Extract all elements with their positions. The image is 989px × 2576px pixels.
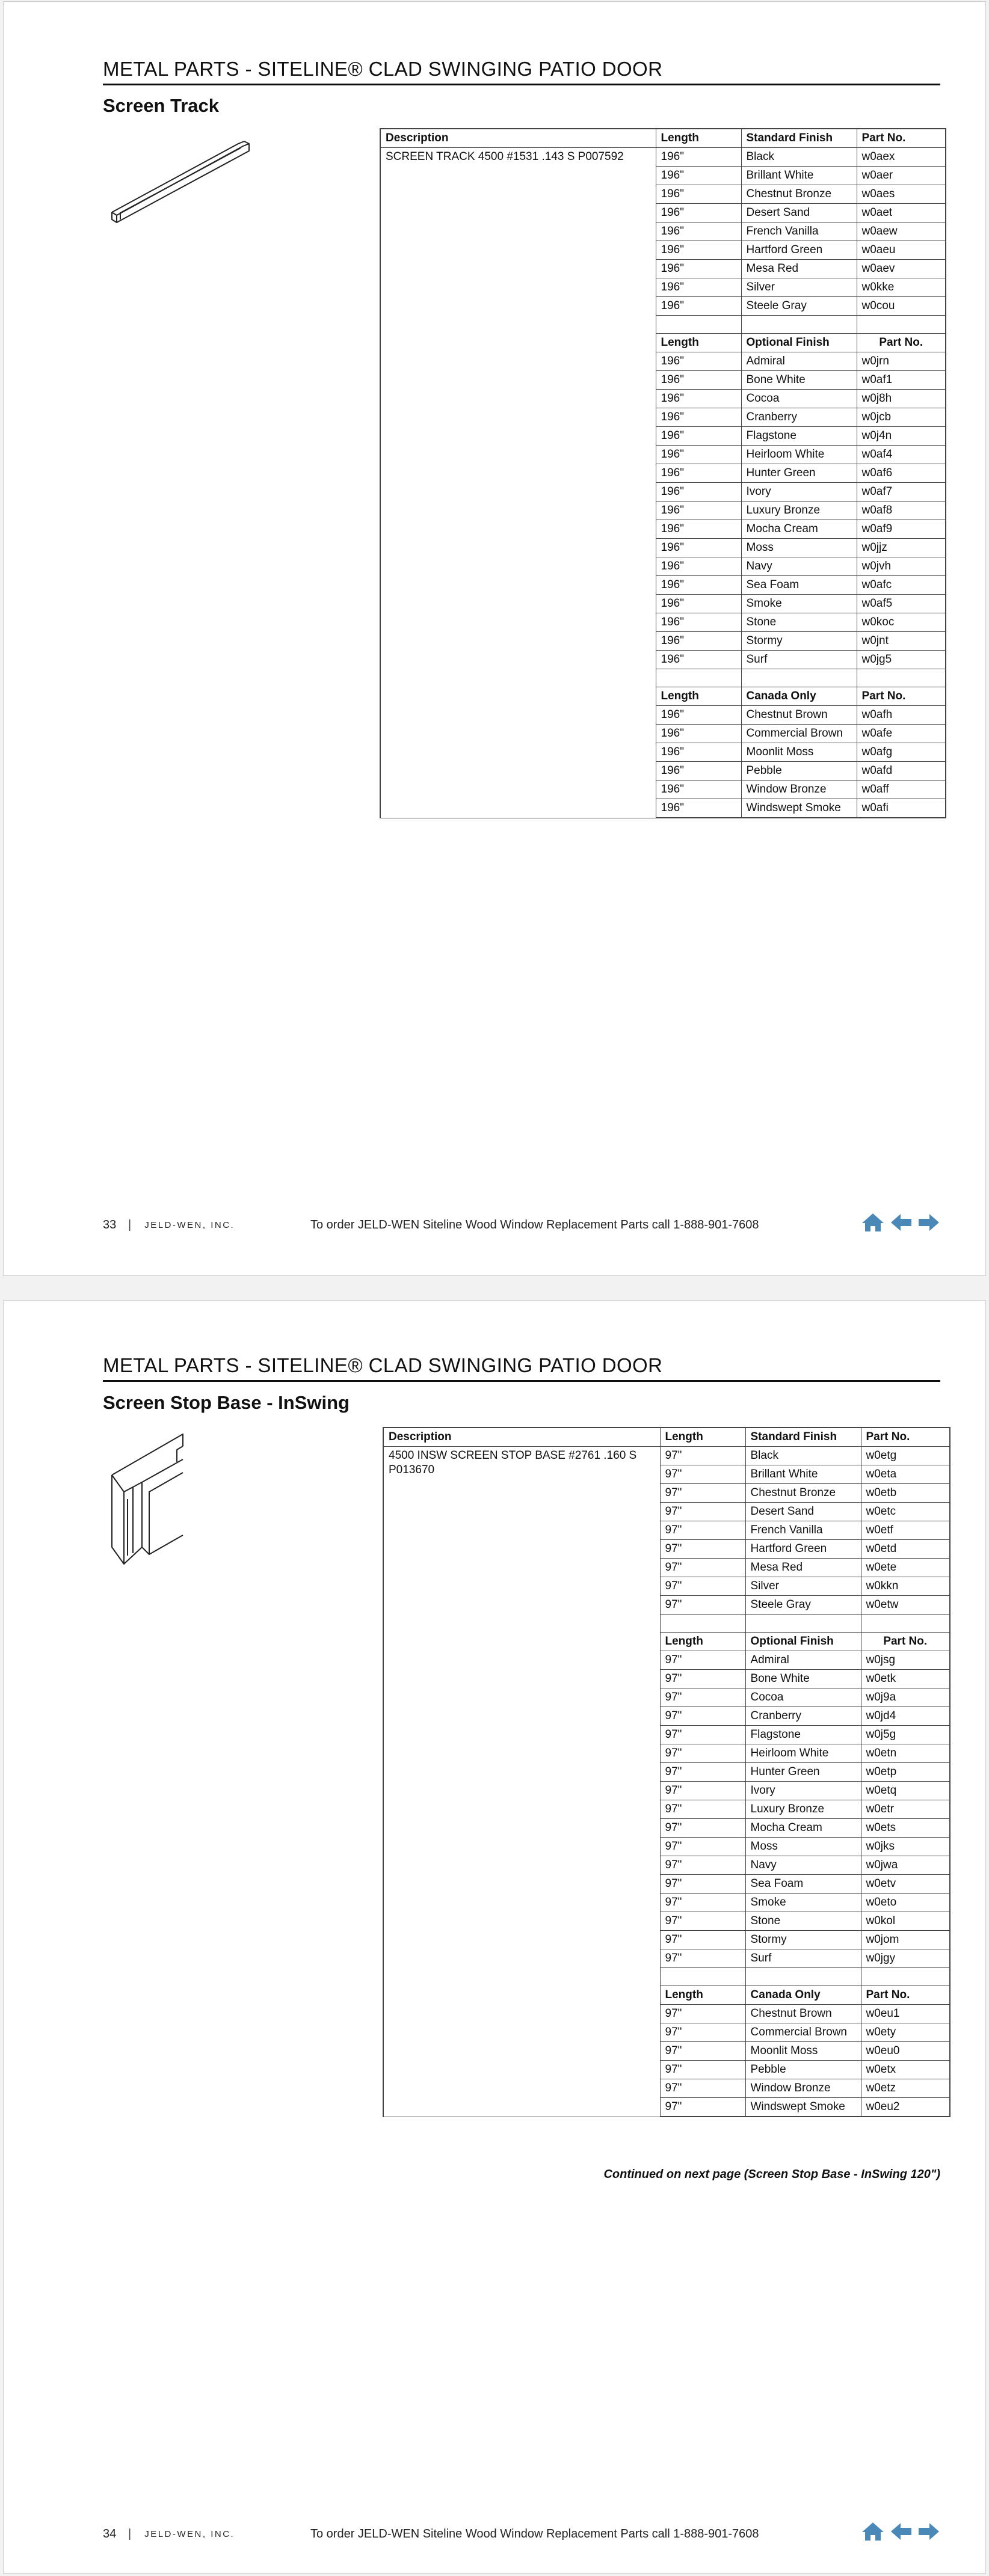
part-number-cell: w0jjz <box>857 539 946 557</box>
finish-cell: Smoke <box>745 1894 861 1912</box>
length-cell: 97" <box>660 1949 745 1968</box>
column-header: Part No. <box>857 334 946 352</box>
part-number-cell: w0etw <box>861 1596 950 1615</box>
part-number-cell: w0cou <box>857 297 946 316</box>
length-cell: 97" <box>660 1912 745 1931</box>
part-number-cell: w0af4 <box>857 446 946 464</box>
length-cell: 196" <box>656 446 741 464</box>
part-number-cell: w0etg <box>861 1447 950 1465</box>
finish-cell: Cocoa <box>745 1688 861 1707</box>
finish-cell: Hunter Green <box>745 1763 861 1782</box>
part-number-cell: w0af7 <box>857 483 946 501</box>
length-cell: 97" <box>660 1521 745 1540</box>
part-number-cell: w0etr <box>861 1800 950 1819</box>
page-footer <box>103 2527 759 2541</box>
table-row <box>380 148 946 167</box>
table-header-row <box>383 1428 950 1447</box>
length-cell: 196" <box>656 390 741 408</box>
length-cell: 97" <box>660 1447 745 1465</box>
finish-cell: Desert Sand <box>741 204 857 222</box>
part-number-cell: w0aeu <box>857 241 946 260</box>
length-cell: 196" <box>656 799 741 818</box>
length-cell: 97" <box>660 2061 745 2079</box>
finish-cell: Surf <box>741 651 857 669</box>
page-header: METAL PARTS - SITELINE® CLAD SWINGING PATIO DOOR <box>103 1354 940 1382</box>
length-cell: 196" <box>656 576 741 595</box>
part-number-cell: w0kkn <box>861 1577 950 1596</box>
length-cell: 196" <box>656 595 741 613</box>
column-header: Length <box>660 1633 745 1651</box>
length-cell: 196" <box>656 557 741 576</box>
length-cell: 196" <box>656 427 741 446</box>
footer-separator: | <box>128 2527 132 2541</box>
part-number-cell: w0jom <box>861 1931 950 1949</box>
part-number-cell: w0af6 <box>857 464 946 483</box>
part-number-cell: w0afh <box>857 706 946 725</box>
finish-cell: Chestnut Bronze <box>745 1484 861 1503</box>
length-cell: 97" <box>660 1484 745 1503</box>
length-cell: 196" <box>656 278 741 297</box>
finish-cell: Ivory <box>741 483 857 501</box>
length-cell: 97" <box>660 1763 745 1782</box>
length-cell: 97" <box>660 1503 745 1521</box>
continued-note: Continued on next page (Screen Stop Base - InSwing 120") <box>603 2168 940 2181</box>
length-cell: 97" <box>660 1596 745 1615</box>
part-number-cell: w0eu1 <box>861 2005 950 2023</box>
part-number-cell: w0koc <box>857 613 946 632</box>
length-cell: 97" <box>660 1894 745 1912</box>
finish-cell: Luxury Bronze <box>745 1800 861 1819</box>
finish-cell: Sea Foam <box>745 1875 861 1894</box>
length-cell: 196" <box>656 408 741 427</box>
finish-cell: Stormy <box>745 1931 861 1949</box>
company-name: JELD-WEN, INC. <box>144 1220 235 1230</box>
finish-cell: Desert Sand <box>745 1503 861 1521</box>
finish-cell: Flagstone <box>745 1726 861 1744</box>
part-number-cell: w0etq <box>861 1782 950 1800</box>
finish-cell: Black <box>745 1447 861 1465</box>
part-number-cell: w0j9a <box>861 1688 950 1707</box>
length-cell: 196" <box>656 743 741 762</box>
part-description: SCREEN TRACK 4500 #1531 .143 S P007592 <box>380 148 656 818</box>
finish-cell: Steele Gray <box>745 1596 861 1615</box>
finish-cell: Stormy <box>741 632 857 651</box>
finish-cell: Bone White <box>741 371 857 390</box>
column-header: Part No. <box>861 1633 950 1651</box>
length-cell: 97" <box>660 1931 745 1949</box>
part-number-cell: w0eta <box>861 1465 950 1484</box>
length-cell: 97" <box>660 1744 745 1763</box>
finish-cell: French Vanilla <box>741 222 857 241</box>
length-cell: 97" <box>660 1465 745 1484</box>
page-header: METAL PARTS - SITELINE® CLAD SWINGING PATIO DOOR <box>103 57 940 85</box>
column-header: Optional Finish <box>745 1633 861 1651</box>
finish-cell: Chestnut Brown <box>741 706 857 725</box>
part-number-cell: w0aet <box>857 204 946 222</box>
finish-cell: Moss <box>741 539 857 557</box>
part-number-cell: w0jnt <box>857 632 946 651</box>
page-33 <box>3 1 986 1276</box>
length-cell: 196" <box>656 148 741 167</box>
finish-cell: Flagstone <box>741 427 857 446</box>
part-number-cell: w0af9 <box>857 520 946 539</box>
finish-cell: Silver <box>741 278 857 297</box>
part-number-cell: w0kke <box>857 278 946 297</box>
column-header: Part No. <box>857 129 946 148</box>
finish-cell: Admiral <box>745 1651 861 1670</box>
part-number-cell: w0jg5 <box>857 651 946 669</box>
column-header: Part No. <box>861 1428 950 1447</box>
finish-cell: Surf <box>745 1949 861 1968</box>
part-number-cell: w0jvh <box>857 557 946 576</box>
length-cell: 97" <box>660 1651 745 1670</box>
part-number-cell: w0jcb <box>857 408 946 427</box>
part-number-cell: w0etk <box>861 1670 950 1688</box>
part-number-cell: w0etd <box>861 1540 950 1559</box>
page-footer <box>103 1218 759 1232</box>
finish-cell: Hartford Green <box>745 1540 861 1559</box>
order-info: To order JELD-WEN Siteline Wood Window Replacement Parts call 1-888-901-7608 <box>310 1218 759 1231</box>
part-number-cell: w0afi <box>857 799 946 818</box>
part-number-cell: w0jgy <box>861 1949 950 1968</box>
finish-cell: Commercial Brown <box>745 2023 861 2042</box>
finish-cell: Mocha Cream <box>741 520 857 539</box>
part-number-cell: w0afd <box>857 762 946 780</box>
part-description: 4500 INSW SCREEN STOP BASE #2761 .160 S P013670 <box>383 1447 660 2117</box>
part-number-cell: w0eu0 <box>861 2042 950 2061</box>
part-number-cell: w0etc <box>861 1503 950 1521</box>
column-header: Length <box>656 334 741 352</box>
finish-cell: Commercial Brown <box>741 725 857 743</box>
part-number-cell: w0aev <box>857 260 946 278</box>
length-cell: 196" <box>656 260 741 278</box>
finish-cell: Chestnut Brown <box>745 2005 861 2023</box>
finish-cell: Pebble <box>741 762 857 780</box>
description-header: Description <box>380 129 656 148</box>
finish-cell: Luxury Bronze <box>741 501 857 520</box>
finish-cell: Cocoa <box>741 390 857 408</box>
table-row <box>383 1447 950 1465</box>
part-number-cell: w0etx <box>861 2061 950 2079</box>
part-number-cell: w0af5 <box>857 595 946 613</box>
parts-table <box>383 1427 950 2117</box>
part-number-cell: w0kol <box>861 1912 950 1931</box>
screen-stop-base-illustration <box>106 1427 196 1565</box>
length-cell: 196" <box>656 297 741 316</box>
part-number-cell: w0j4n <box>857 427 946 446</box>
company-name: JELD-WEN, INC. <box>144 2529 235 2539</box>
home-icon[interactable] <box>861 2521 885 2545</box>
part-number-cell: w0aff <box>857 780 946 799</box>
finish-cell: Steele Gray <box>741 297 857 316</box>
part-number-cell: w0jks <box>861 1838 950 1856</box>
home-icon[interactable] <box>861 1212 885 1236</box>
finish-cell: Heirloom White <box>745 1744 861 1763</box>
finish-cell: Admiral <box>741 352 857 371</box>
arrow-left-icon[interactable] <box>890 2521 913 2545</box>
column-header: Standard Finish <box>745 1428 861 1447</box>
length-cell: 97" <box>660 1838 745 1856</box>
screen-track-illustration <box>107 129 254 225</box>
part-number-cell: w0etz <box>861 2079 950 2098</box>
column-header: Optional Finish <box>741 334 857 352</box>
finish-cell: Brillant White <box>745 1465 861 1484</box>
part-number-cell: w0eto <box>861 1894 950 1912</box>
footer-separator: | <box>128 1218 132 1231</box>
part-number-cell: w0etb <box>861 1484 950 1503</box>
finish-cell: Black <box>741 148 857 167</box>
length-cell: 196" <box>656 501 741 520</box>
part-number-cell: w0aes <box>857 185 946 204</box>
part-number-cell: w0aer <box>857 167 946 185</box>
finish-cell: Stone <box>745 1912 861 1931</box>
part-number-cell: w0jd4 <box>861 1707 950 1726</box>
part-title: Screen Stop Base - InSwing <box>103 1392 350 1413</box>
column-header: Canada Only <box>745 1986 861 2005</box>
finish-cell: Heirloom White <box>741 446 857 464</box>
finish-cell: Cranberry <box>741 408 857 427</box>
page-number: 34 <box>103 2527 117 2541</box>
finish-cell: Hartford Green <box>741 241 857 260</box>
column-header: Length <box>656 129 741 148</box>
part-number-cell: w0eu2 <box>861 2098 950 2117</box>
part-number-cell: w0aex <box>857 148 946 167</box>
part-number-cell: w0afe <box>857 725 946 743</box>
length-cell: 196" <box>656 632 741 651</box>
column-header: Canada Only <box>741 687 857 706</box>
length-cell: 97" <box>660 1856 745 1875</box>
finish-cell: Mocha Cream <box>745 1819 861 1838</box>
length-cell: 196" <box>656 539 741 557</box>
part-number-cell: w0etn <box>861 1744 950 1763</box>
length-cell: 196" <box>656 204 741 222</box>
length-cell: 97" <box>660 2042 745 2061</box>
finish-cell: French Vanilla <box>745 1521 861 1540</box>
part-title: Screen Track <box>103 95 220 116</box>
length-cell: 196" <box>656 706 741 725</box>
page-navigation <box>861 2521 940 2545</box>
finish-cell: Cranberry <box>745 1707 861 1726</box>
length-cell: 196" <box>656 651 741 669</box>
part-number-cell: w0jsg <box>861 1651 950 1670</box>
part-number-cell: w0jwa <box>861 1856 950 1875</box>
finish-cell: Pebble <box>745 2061 861 2079</box>
finish-cell: Stone <box>741 613 857 632</box>
length-cell: 196" <box>656 371 741 390</box>
finish-cell: Moss <box>745 1838 861 1856</box>
page-number: 33 <box>103 1218 117 1231</box>
part-number-cell: w0afc <box>857 576 946 595</box>
part-number-cell: w0ets <box>861 1819 950 1838</box>
length-cell: 97" <box>660 1577 745 1596</box>
length-cell: 97" <box>660 2005 745 2023</box>
finish-cell: Smoke <box>741 595 857 613</box>
description-header: Description <box>383 1428 660 1447</box>
finish-cell: Window Bronze <box>741 780 857 799</box>
length-cell: 97" <box>660 1688 745 1707</box>
finish-cell: Mesa Red <box>741 260 857 278</box>
length-cell: 97" <box>660 1782 745 1800</box>
length-cell: 196" <box>656 780 741 799</box>
part-number-cell: w0ety <box>861 2023 950 2042</box>
part-number-cell: w0etf <box>861 1521 950 1540</box>
parts-table <box>380 128 946 818</box>
table-header-row <box>380 129 946 148</box>
finish-cell: Navy <box>745 1856 861 1875</box>
length-cell: 97" <box>660 1726 745 1744</box>
arrow-right-icon[interactable] <box>917 2521 940 2545</box>
part-number-cell: w0etv <box>861 1875 950 1894</box>
length-cell: 196" <box>656 520 741 539</box>
finish-cell: Silver <box>745 1577 861 1596</box>
column-header: Length <box>656 687 741 706</box>
length-cell: 196" <box>656 167 741 185</box>
column-header: Part No. <box>857 687 946 706</box>
length-cell: 97" <box>660 1670 745 1688</box>
part-number-cell: w0afg <box>857 743 946 762</box>
page-navigation <box>861 1212 940 1236</box>
length-cell: 97" <box>660 1540 745 1559</box>
finish-cell: Mesa Red <box>745 1559 861 1577</box>
length-cell: 97" <box>660 2079 745 2098</box>
finish-cell: Ivory <box>745 1782 861 1800</box>
part-number-cell: w0j5g <box>861 1726 950 1744</box>
length-cell: 97" <box>660 1819 745 1838</box>
length-cell: 196" <box>656 352 741 371</box>
column-header: Part No. <box>861 1986 950 2005</box>
finish-cell: Window Bronze <box>745 2079 861 2098</box>
length-cell: 196" <box>656 185 741 204</box>
column-header: Length <box>660 1986 745 2005</box>
length-cell: 97" <box>660 2098 745 2117</box>
finish-cell: Bone White <box>745 1670 861 1688</box>
finish-cell: Brillant White <box>741 167 857 185</box>
finish-cell: Sea Foam <box>741 576 857 595</box>
part-number-cell: w0j8h <box>857 390 946 408</box>
part-number-cell: w0aew <box>857 222 946 241</box>
finish-cell: Chestnut Bronze <box>741 185 857 204</box>
finish-cell: Windswept Smoke <box>741 799 857 818</box>
length-cell: 196" <box>656 613 741 632</box>
length-cell: 196" <box>656 222 741 241</box>
part-number-cell: w0ete <box>861 1559 950 1577</box>
part-number-cell: w0af1 <box>857 371 946 390</box>
length-cell: 196" <box>656 241 741 260</box>
length-cell: 97" <box>660 1875 745 1894</box>
length-cell: 97" <box>660 1707 745 1726</box>
part-number-cell: w0etp <box>861 1763 950 1782</box>
arrow-right-icon[interactable] <box>917 1212 940 1236</box>
finish-cell: Moonlit Moss <box>741 743 857 762</box>
finish-cell: Windswept Smoke <box>745 2098 861 2117</box>
order-info: To order JELD-WEN Siteline Wood Window Replacement Parts call 1-888-901-7608 <box>310 2527 759 2541</box>
column-header: Standard Finish <box>741 129 857 148</box>
length-cell: 196" <box>656 725 741 743</box>
part-number-cell: w0jrn <box>857 352 946 371</box>
length-cell: 97" <box>660 1559 745 1577</box>
length-cell: 97" <box>660 1800 745 1819</box>
part-number-cell: w0af8 <box>857 501 946 520</box>
finish-cell: Moonlit Moss <box>745 2042 861 2061</box>
arrow-left-icon[interactable] <box>890 1212 913 1236</box>
finish-cell: Hunter Green <box>741 464 857 483</box>
length-cell: 196" <box>656 464 741 483</box>
length-cell: 196" <box>656 762 741 780</box>
column-header: Length <box>660 1428 745 1447</box>
finish-cell: Navy <box>741 557 857 576</box>
length-cell: 97" <box>660 2023 745 2042</box>
page-34 <box>3 1300 986 2574</box>
length-cell: 196" <box>656 483 741 501</box>
